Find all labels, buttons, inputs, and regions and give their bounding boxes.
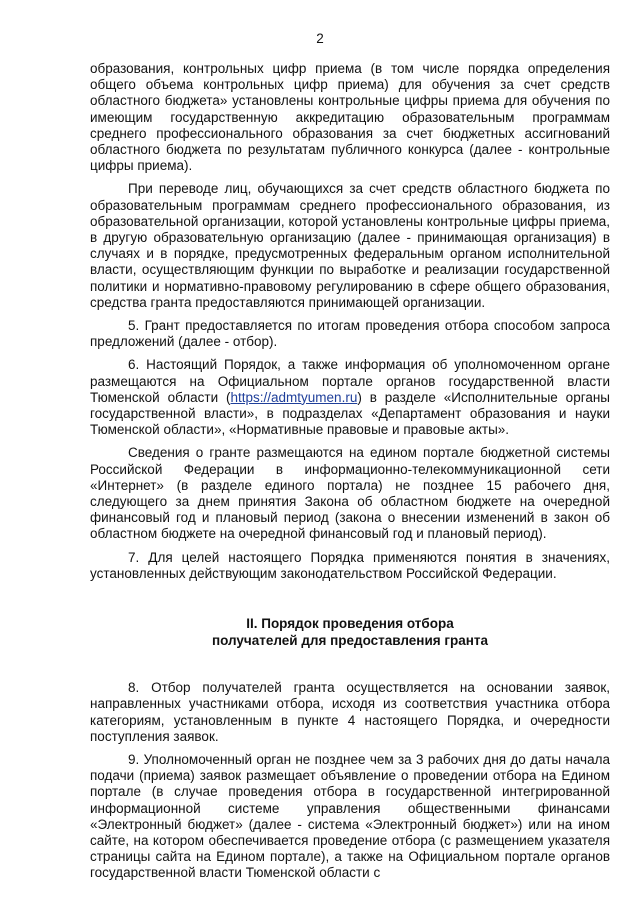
paragraph-transfer: При переводе лиц, обучающихся за счет средств областного бюджета по образовательным программам среднего профессионального образования, из образовательной организации, которой установлены контрольные цифры приема, в другую образовательную организацию (далее - принимающая организация) в случаях и в порядке, предусмотренных федеральным органом исполнительной власти, осуществляющим функции по выработке и реализации государственной политики и нормативно-правовому регулированию в сфере общего образования, средства гранта предоставляются принимающей организации.	[90, 181, 610, 310]
section-heading-line-2: получателей для предоставления гранта	[211, 632, 489, 648]
paragraph-item-7: 7. Для целей настоящего Порядка применяются понятия в значениях, установленных действующим законодательством Российской Федерации.	[90, 549, 610, 581]
paragraph-item-5: 5. Грант предоставляется по итогам проведения отбора способом запроса предложений (далее - отбор).	[90, 318, 610, 350]
paragraph-item-6-text-end: ) в разделе «Исполнительные органы государственной власти», в подразделах «Департамент образования и науки Тюменской области», «Нормативные правовые и правовые акты».	[90, 389, 610, 438]
page-number: 2	[316, 31, 324, 46]
section-heading-line-1: II. Порядок проведения отбора	[246, 616, 454, 632]
document-body	[90, 61, 610, 882]
paragraph-item-9: 9. Уполномоченный орган не позднее чем за 3 рабочих дня до даты начала подачи (приема) заявок размещает объявление о проведении отбора на Едином портале (в случае проведения отбора в государственной интегрированной информационной системе управления общественными финансами «Электронный бюджет» (далее - система «Электронный бюджет») или на ином сайте, на котором обеспечивается проведение отбора (с размещением указателя страницы сайта на Едином портале), а также на Официальном портале органов государственной власти Тюменской области с	[90, 751, 610, 881]
paragraph-item-6	[90, 357, 610, 438]
admtyumen-link[interactable]: https://admtyumen.ru	[230, 389, 358, 405]
paragraph-item-8: 8. Отбор получателей гранта осуществляется на основании заявок, направленных участниками отбора, исходя из соответствия участника отбора категориям, установленным в пункте 4 настоящего Порядка, и очередности поступления заявок.	[90, 680, 610, 744]
section-heading	[90, 616, 610, 649]
paragraph-grant-info: Сведения о гранте размещаются на едином портале бюджетной системы Российской Федерации в информационно-телекоммуникационной сети «Интернет» (в разделе единого портала) не позднее 15 рабочего дня, следующего за днем принятия Закона об областном бюджете на очередной финансовый год и плановый период (закона о внесении изменений в закон об областном бюджете на очередной финансовый год и плановый период).	[90, 445, 610, 542]
paragraph-item-6-text-start: 6. Настоящий Порядок, а также информация об уполномоченном органе размещаются на Официальном портале органов государственной власти Тюменской области (	[90, 357, 610, 405]
paragraph-continuation: образования, контрольных цифр приема (в том числе порядка определения общего объема контрольных цифр приема) для обучения за счет средств областного бюджета» установлены контрольные цифры приема для обучения по имеющим государственную аккредитацию образовательным программам среднего профессионального образования за счет бюджетных ассигнований областного бюджета по результатам публичного конкурса (далее - контрольные цифры приема).	[90, 61, 610, 174]
